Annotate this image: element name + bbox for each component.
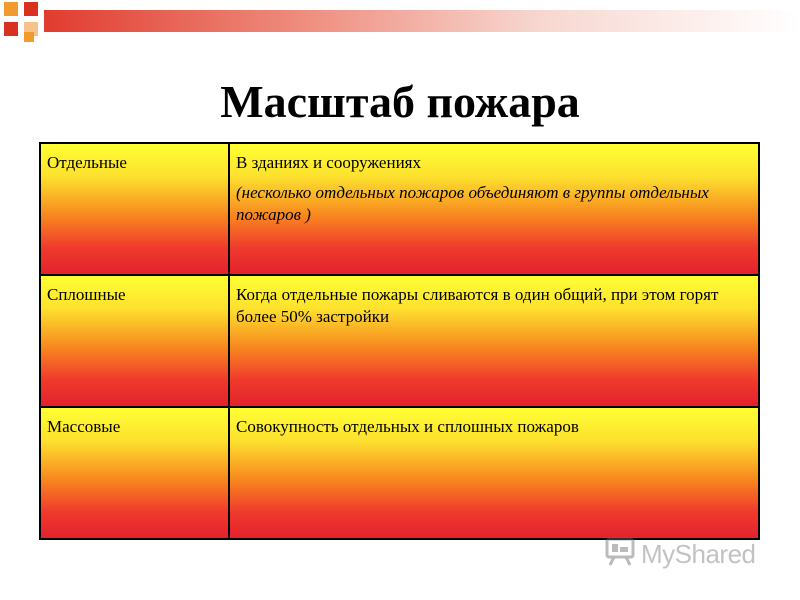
presentation-board-icon [605,537,635,572]
slide-title: Масштаб пожара [220,76,580,127]
fire-description-cell [229,275,759,407]
fire-type-label: Сплошные [47,285,126,304]
decor-square-orange [4,2,18,16]
table-row [40,407,759,539]
decor-square-red [24,2,38,16]
fire-description-cell [229,143,759,275]
fire-type-cell [40,275,229,407]
fire-type-cell [40,407,229,539]
decor-square-orange [4,22,18,36]
table-row [40,143,759,275]
fire-scale-table [39,142,760,540]
fire-description: Когда отдельные пожары сливаются в один общий, при этом горят более 50% застройки [236,285,719,326]
decorative-header [0,0,800,46]
decor-gradient-band [44,10,800,32]
fire-type-cell [40,143,229,275]
watermark [605,536,765,572]
fire-type-label: Массовые [47,417,121,436]
table-row [40,275,759,407]
fire-description: Совокупность отдельных и сплошных пожаров [236,417,579,436]
fire-type-label: Отдельные [47,153,127,172]
fire-description: В зданиях и сооружениях [236,153,421,172]
fire-description-cell [229,407,759,539]
decor-square-orange [24,32,34,42]
fire-description-note: (несколько отдельных пожаров объединяют в группы отдельных пожаров ) [236,183,709,224]
watermark-text: MyShared [641,538,756,569]
